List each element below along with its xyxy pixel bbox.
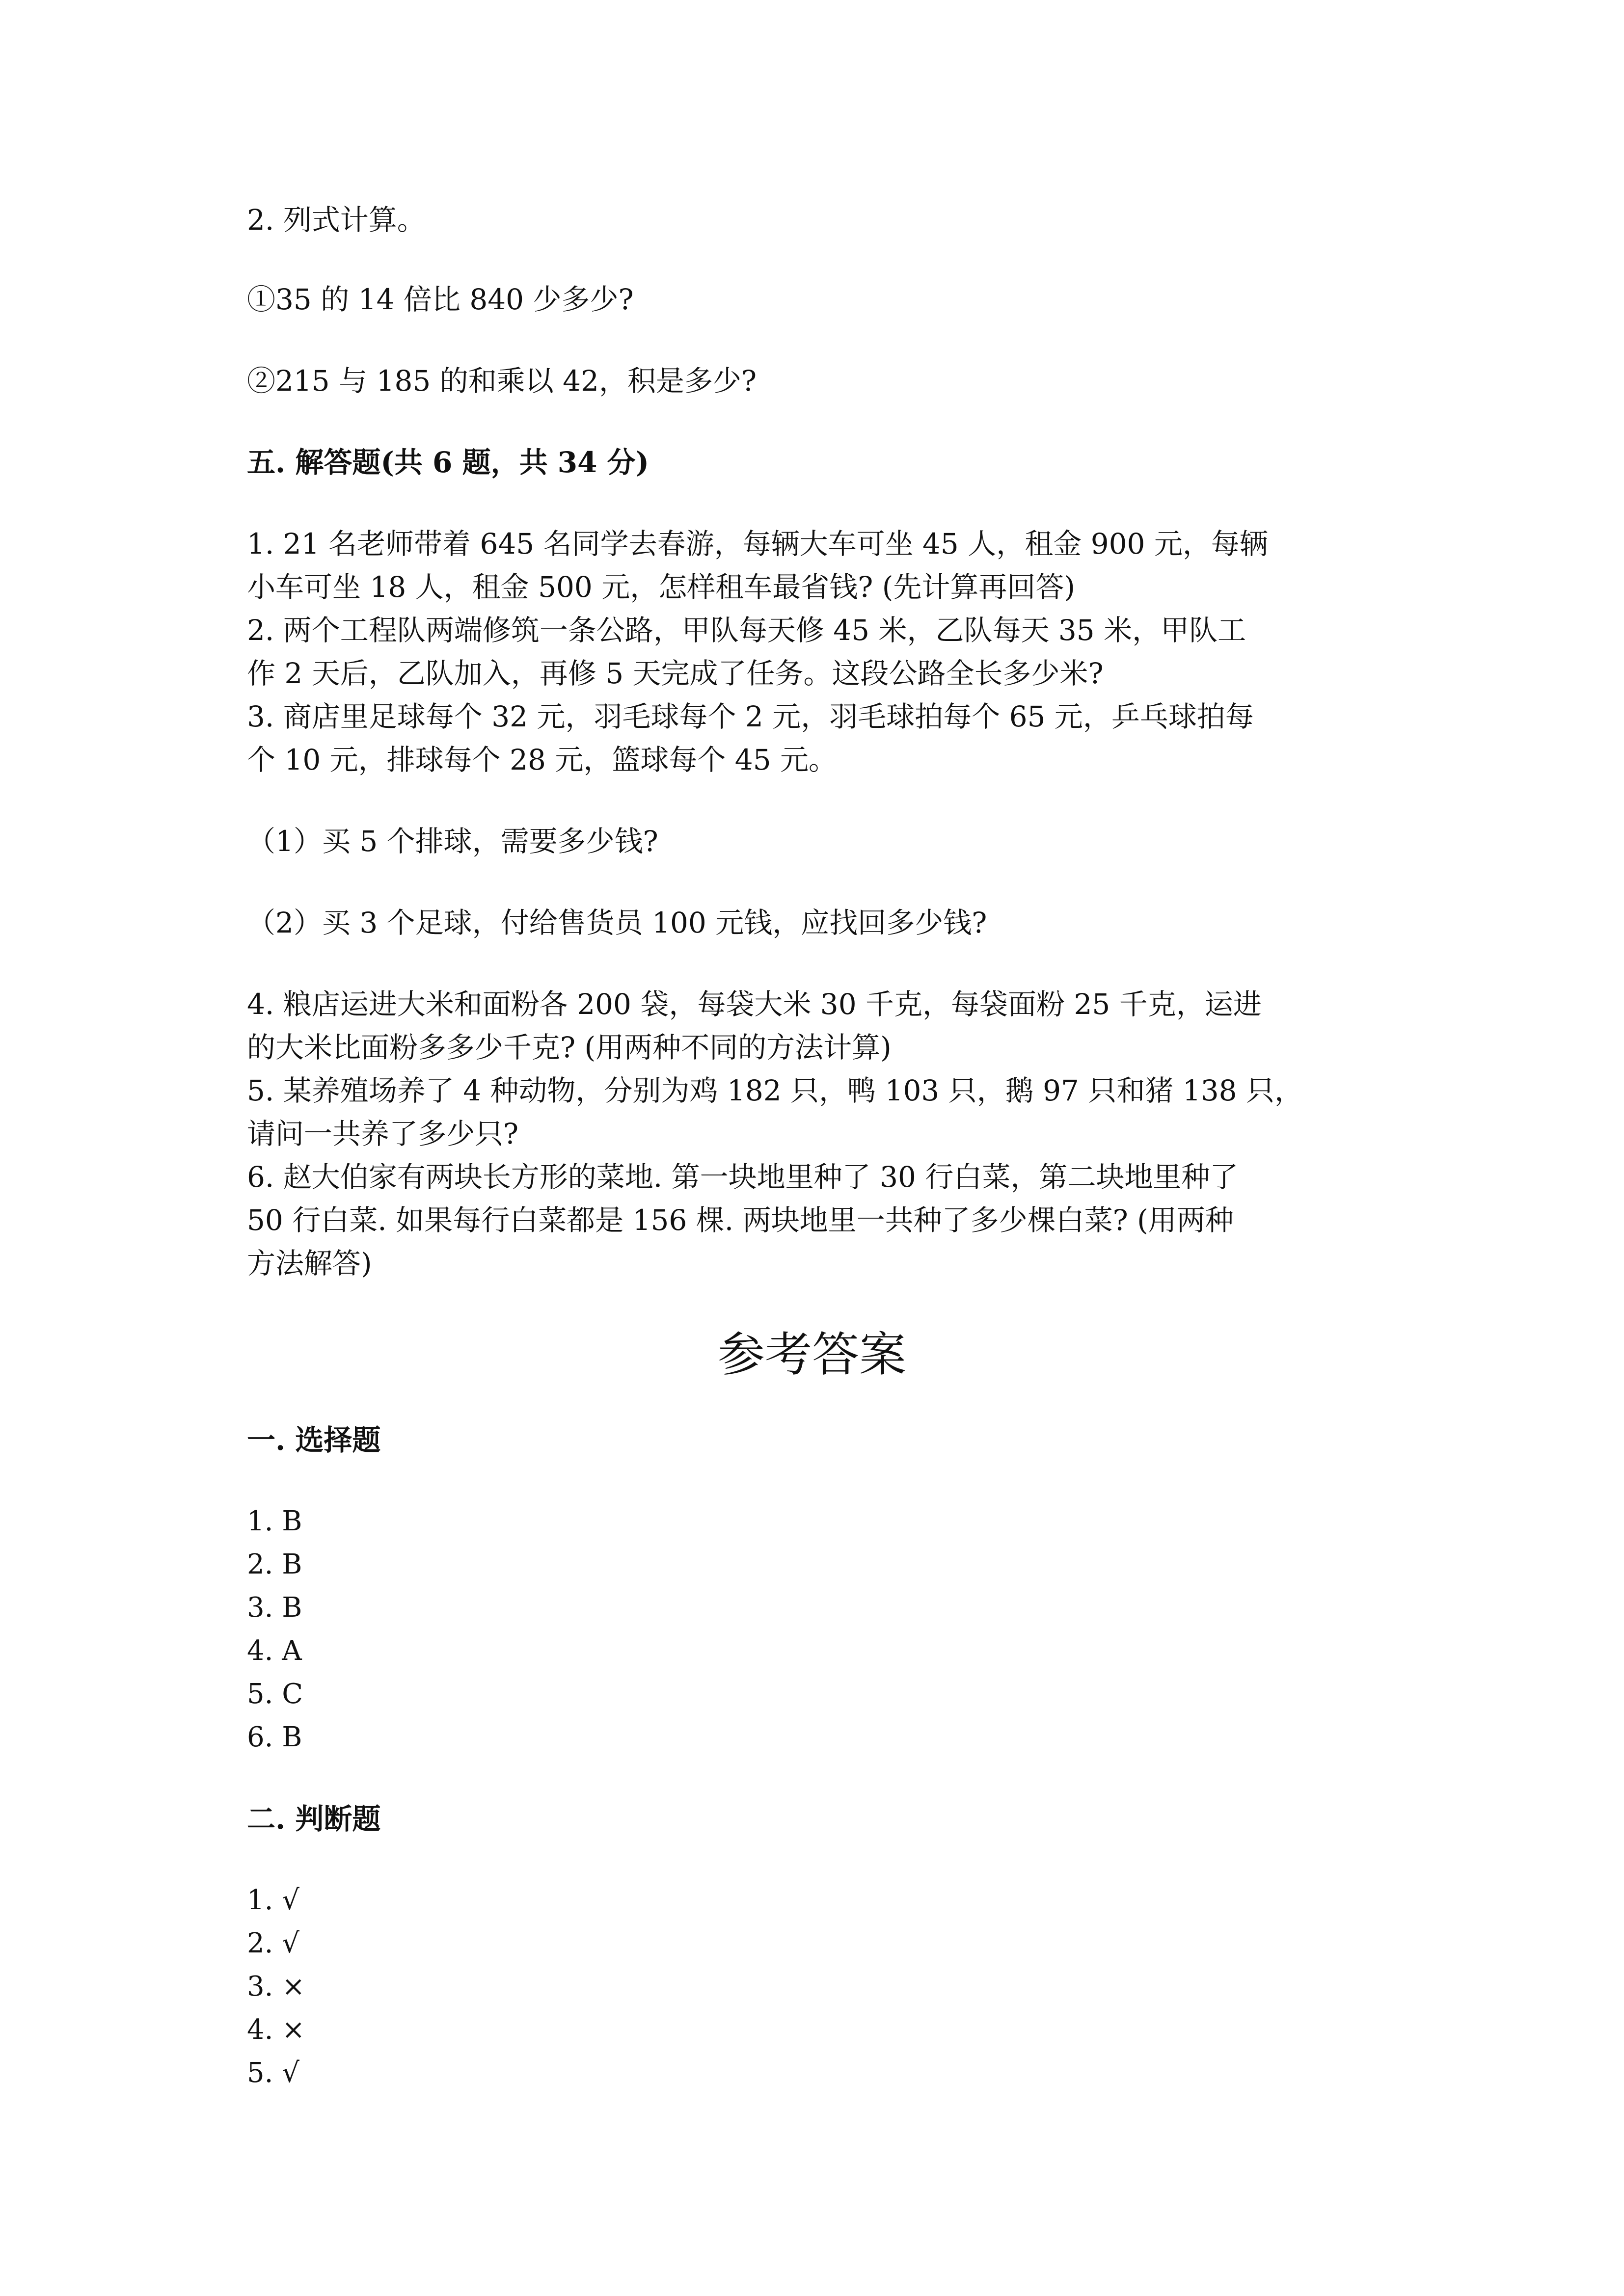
answer-item: 4. × [247,2014,305,2046]
part5-title: 五. 解答题(共 6 题，共 34 分) [247,446,650,479]
answer-item: 3. B [247,1592,302,1624]
answer-item: 4. A [247,1635,302,1667]
part5-q1-line2: 小车可坐 18 人，租金 500 元，怎样租车最省钱? (先计算再回答) [247,570,1076,604]
answers-section2-title: 二. 判断题 [247,1802,381,1836]
answer-item: 2. B [247,1548,302,1580]
part5-q3-line1: 3. 商店里足球每个 32 元，羽毛球每个 2 元，羽毛球拍每个 65 元，乒乓球拍每 [247,700,1254,733]
part5-q4-line1: 4. 粮店运进大米和面粉各 200 袋，每袋大米 30 千克，每袋面粉 25 千克，运进 [247,988,1262,1021]
answers-heading: 参考答案 [718,1327,906,1382]
answer-item: 6. B [247,1721,302,1753]
part5-q3-sub2: （2）买 3 个足球，付给售货员 100 元钱，应找回多少钱? [247,906,987,939]
part5-q2-line2: 作 2 天后，乙队加入，再修 5 天完成了任务。这段公路全长多少米? [247,657,1104,690]
answer-item: 5. C [247,1678,303,1710]
answer-item: 1. √ [247,1884,299,1916]
part5-q3-line2: 个 10 元，排球每个 28 元，篮球每个 45 元。 [247,743,838,776]
answer-item: 5. √ [247,2057,299,2089]
part5-q3-sub1: （1）买 5 个排球，需要多少钱? [247,825,658,858]
answer-item: 2. √ [247,1927,299,1959]
part5-q2-line1: 2. 两个工程队两端修筑一条公路，甲队每天修 45 米，乙队每天 35 米，甲队工 [247,614,1246,647]
answer-item: 3. × [247,1971,305,2002]
part5-q6-line1: 6. 赵大伯家有两块长方形的菜地. 第一块地里种了 30 行白菜，第二块地里种了 [247,1160,1239,1194]
part5-q6-line3: 方法解答) [247,1247,372,1280]
part5-q5-line1: 5. 某养殖场养了 4 种动物，分别为鸡 182 只，鸭 103 只，鹅 97 只和猪 138 只， [247,1074,1303,1107]
part4-q2-a: ①35 的 14 倍比 840 少多少? [247,283,634,316]
answers-section1-title: 一. 选择题 [247,1423,381,1457]
part4-q2-b: ②215 与 185 的和乘以 42，积是多少? [247,364,757,398]
part5-q5-line2: 请问一共养了多少只? [247,1117,519,1150]
part4-q2-title: 2. 列式计算。 [247,203,426,237]
part5-q4-line2: 的大米比面粉多多少千克? (用两种不同的方法计算) [247,1031,892,1064]
answer-item: 1. B [247,1505,302,1537]
part5-q1-line1: 1. 21 名老师带着 645 名同学去春游，每辆大车可坐 45 人，租金 900 元，每辆 [247,527,1268,561]
part5-q6-line2: 50 行白菜. 如果每行白菜都是 156 棵. 两块地里一共种了多少棵白菜? (用两种 [247,1203,1234,1237]
